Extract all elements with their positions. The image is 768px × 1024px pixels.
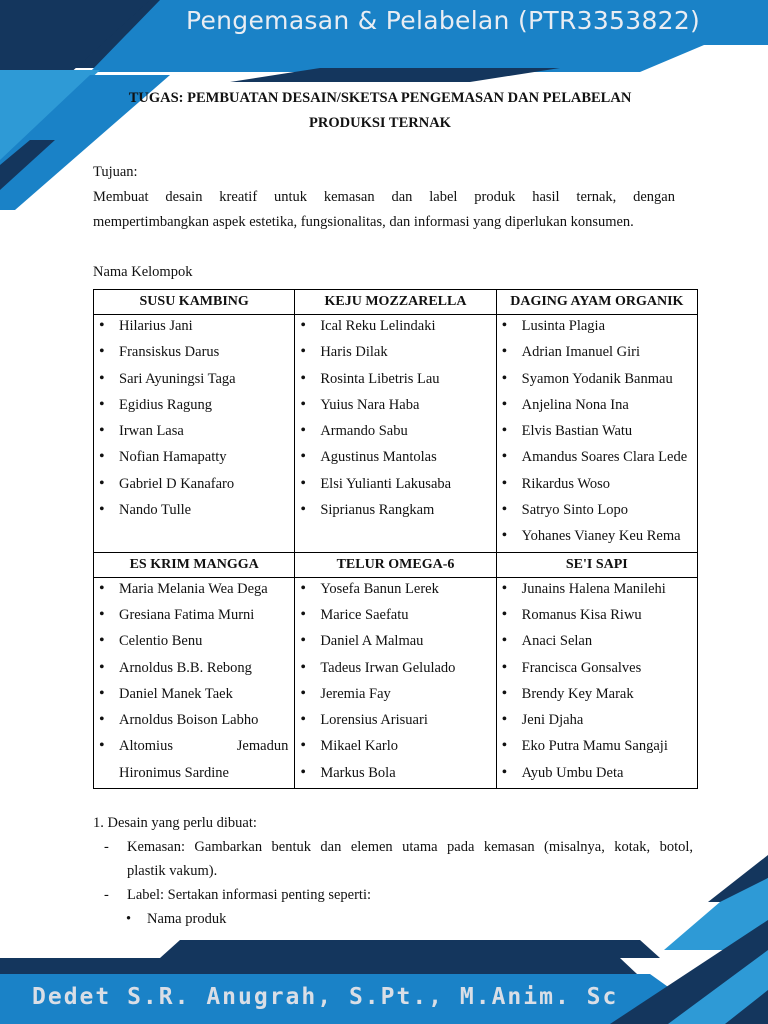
member-item: • Junains Halena Manilehi (497, 578, 697, 604)
member-item: • Jeremia Fay (295, 683, 495, 709)
member-item: • Anjelina Nona Ina (497, 394, 697, 420)
member-item: • Arnoldus Boison Labho (94, 709, 294, 735)
group-title: DAGING AYAM ORGANIK (496, 290, 697, 315)
label-item (93, 883, 693, 907)
header-title: Pengemasan & Pelabelan (PTR3353822) (186, 6, 701, 35)
group-title: SUSU KAMBING (94, 290, 295, 315)
footer-author: Dedet S.R. Anugrah, S.Pt., M.Anim. Sc (32, 984, 619, 1010)
member-item: • Lorensius Arisuari (295, 709, 495, 735)
member-list (295, 315, 495, 525)
bullet-marker: • (126, 911, 132, 927)
kemasan-line1: Kemasan: Gambarkan bentuk dan elemen utama pada kemasan (misalnya, kotak, botol, (127, 839, 693, 855)
member-item: • Rosinta Libetris Lau (295, 368, 495, 394)
document-title (80, 86, 680, 136)
member-item: • Hilarius Jani (94, 315, 294, 341)
group-title: TELUR OMEGA-6 (295, 552, 496, 577)
member-item: • Gresiana Fatima Murni (94, 604, 294, 630)
member-item: • Marice Saefatu (295, 604, 495, 630)
kelompok-label: Nama Kelompok (93, 264, 193, 280)
tujuan-line2: mempertimbangkan aspek estetika, fungsionalitas, dan informasi yang diperlukan konsumen. (93, 214, 634, 230)
member-item: • Gabriel D Kanafaro (94, 473, 294, 499)
member-item-wrapped (94, 735, 294, 761)
member-item: • Adrian Imanuel Giri (497, 341, 697, 367)
member-item: • Maria Melania Wea Dega (94, 578, 294, 604)
member-item: • Satryo Sinto Lopo (497, 499, 697, 525)
member-item: • Amandus Soares Clara Lede (497, 446, 697, 472)
member-item: • Fransiskus Darus (94, 341, 294, 367)
dash-marker: - (104, 887, 109, 903)
instructions-list (93, 811, 693, 931)
member-name-part: Hironimus Sardine (119, 764, 229, 781)
instruction-item-1: 1. Desain yang perlu dibuat: (93, 815, 257, 831)
dash-marker: - (104, 839, 109, 855)
member-item-continuation (94, 762, 294, 788)
tujuan-label: Tujuan: (93, 164, 138, 180)
kemasan-line2: plastik vakum). (127, 863, 218, 879)
member-name-part: Jemadun (236, 738, 289, 755)
member-item: • Daniel Manek Taek (94, 683, 294, 709)
group-members-cell (496, 315, 697, 553)
group-title: SE'I SAPI (496, 552, 697, 577)
member-item: • Ayub Umbu Deta (497, 762, 697, 788)
group-title: ES KRIM MANGGA (94, 552, 295, 577)
document-title-line2: PRODUKSI TERNAK (309, 115, 451, 131)
member-list (94, 578, 294, 736)
member-item: • Elvis Bastian Watu (497, 420, 697, 446)
group-members-cell (295, 577, 496, 788)
member-item: • Yuius Nara Haba (295, 394, 495, 420)
member-item: • Lusinta Plagia (497, 315, 697, 341)
group-members-cell (94, 577, 295, 788)
member-item: • Sari Ayuningsi Taga (94, 368, 294, 394)
member-item: • Brendy Key Marak (497, 683, 697, 709)
group-members-cell (94, 315, 295, 553)
member-item: • Rikardus Woso (497, 473, 697, 499)
tujuan-line1: Membuat desain kreatif untuk kemasan dan label produk hasil ternak, dengan (93, 189, 675, 205)
member-item: • Egidius Ragung (94, 394, 294, 420)
group-members-row (94, 315, 698, 553)
member-item: • Elsi Yulianti Lakusaba (295, 473, 495, 499)
member-item: • Nofian Hamapatty (94, 446, 294, 472)
member-item: • Agustinus Mantolas (295, 446, 495, 472)
member-item: • Tadeus Irwan Gelulado (295, 657, 495, 683)
label-bullet-text: Nama produk (147, 911, 227, 927)
member-item: • Romanus Kisa Riwu (497, 604, 697, 630)
group-header-row (94, 552, 698, 577)
label-line: Label: Sertakan informasi penting seperti: (127, 887, 372, 903)
member-name-part: • Altomius (119, 738, 173, 755)
member-item: • Yohanes Vianey Keu Rema (497, 525, 697, 551)
group-title: KEJU MOZZARELLA (295, 290, 496, 315)
member-item: • Arnoldus B.B. Rebong (94, 657, 294, 683)
member-item: • Ical Reku Lelindaki (295, 315, 495, 341)
member-item: • Jeni Djaha (497, 709, 697, 735)
kemasan-item (93, 835, 693, 883)
member-list (497, 578, 697, 788)
group-table (93, 289, 698, 789)
member-item: • Yosefa Banun Lerek (295, 578, 495, 604)
member-item: • Irwan Lasa (94, 420, 294, 446)
member-item: • Celentio Benu (94, 630, 294, 656)
member-item: • Eko Putra Mamu Sangaji (497, 735, 697, 761)
member-list-wrapped (94, 735, 294, 788)
member-item: • Mikael Karlo (295, 735, 495, 761)
label-bullet-item (93, 907, 693, 931)
member-item: • Anaci Selan (497, 630, 697, 656)
member-item: • Armando Sabu (295, 420, 495, 446)
group-members-cell (496, 577, 697, 788)
member-item: • Francisca Gonsalves (497, 657, 697, 683)
member-item: • Nando Tulle (94, 499, 294, 525)
footer-mid-stripe (160, 940, 660, 958)
member-item: • Syamon Yodanik Banmau (497, 368, 697, 394)
member-item: • Daniel A Malmau (295, 630, 495, 656)
group-header-row (94, 290, 698, 315)
member-item: • Haris Dilak (295, 341, 495, 367)
group-members-row (94, 577, 698, 788)
member-list (295, 578, 495, 788)
member-list (94, 315, 294, 525)
group-members-cell (295, 315, 496, 553)
document-title-line1: TUGAS: PEMBUATAN DESAIN/SKETSA PENGEMASAN DAN PELABELAN (128, 90, 632, 106)
member-list (497, 315, 697, 552)
member-item: • Siprianus Rangkam (295, 499, 495, 525)
member-item: • Markus Bola (295, 762, 495, 788)
